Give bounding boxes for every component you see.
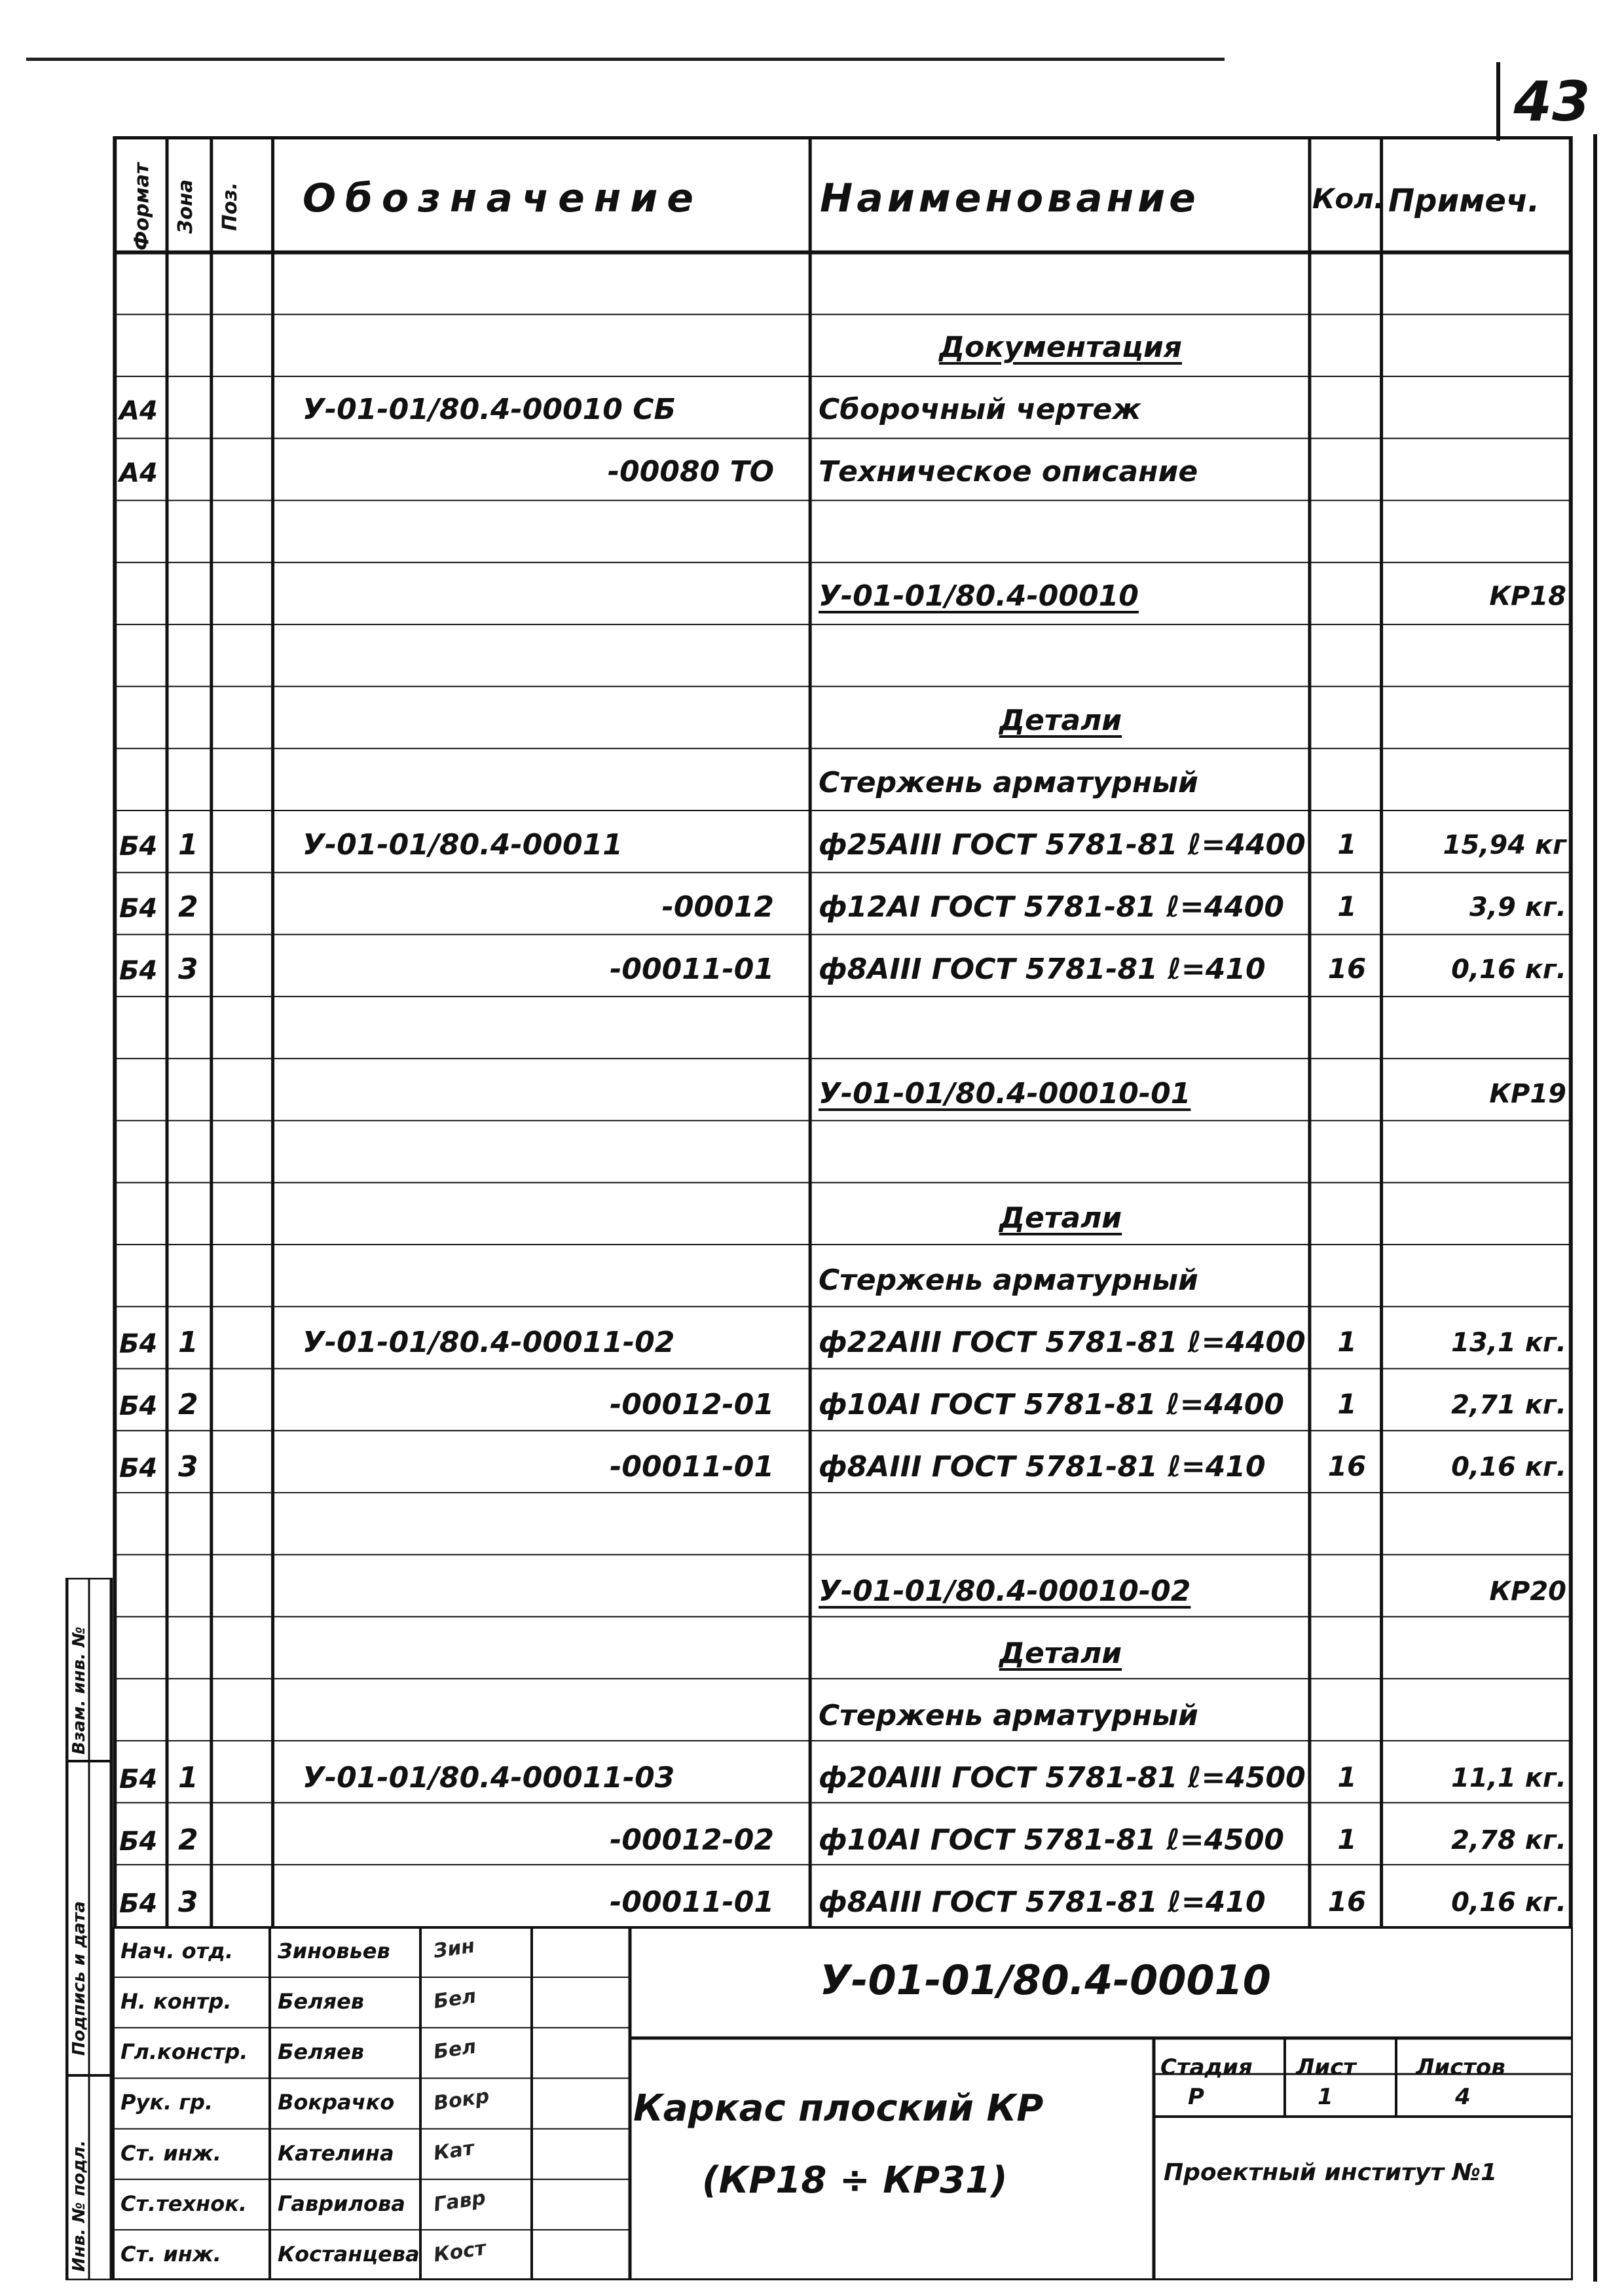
row-note: 15,94 кг	[1443, 830, 1566, 860]
header-name: Наименование	[820, 175, 1200, 221]
staff-name: Беляев	[278, 2039, 365, 2065]
row-position: 2	[178, 890, 198, 924]
row-note: 3,9 кг.	[1469, 892, 1566, 922]
header-note: Примеч.	[1388, 183, 1540, 219]
row-name: ф8АIII ГОСТ 5781-81 ℓ=410	[819, 953, 1266, 986]
row-designation: У-01-01/80.4-00010 СБ	[303, 393, 676, 426]
row-section-heading: Детали	[999, 1201, 1122, 1235]
row-format: Б4	[119, 1827, 158, 1857]
row-designation: -00012-01	[610, 1388, 774, 1421]
margin-replace-inv-label: Взам. инв. №	[69, 1626, 89, 1755]
staff-name: Вокрачко	[278, 2090, 395, 2115]
page-number-frame	[1496, 62, 1500, 141]
row-quantity: 1	[1337, 890, 1357, 922]
row-name: ф10АI ГОСТ 5781-81 ℓ=4500	[819, 1823, 1285, 1857]
staff-signature: Бел	[432, 2035, 478, 2064]
title-line-2: (КР18 ÷ КР31)	[702, 2159, 1008, 2202]
row-format: Б4	[119, 831, 158, 862]
organization-name: Проектный институт №1	[1164, 2159, 1498, 2186]
row-name: Стержень арматурный	[819, 766, 1198, 799]
row-name: Стержень арматурный	[819, 1699, 1198, 1732]
row-note: 2,71 кг.	[1451, 1390, 1566, 1420]
row-note: 2,78 кг.	[1451, 1825, 1566, 1855]
row-format: Б4	[119, 1453, 158, 1484]
row-note: КР18	[1489, 581, 1566, 611]
row-designation: -00012-02	[610, 1823, 774, 1857]
row-designation: У-01-01/80.4-00011-03	[303, 1761, 675, 1795]
title-block	[113, 1927, 1573, 2280]
row-note: 13,1 кг.	[1451, 1328, 1566, 1358]
row-name: ф20АIII ГОСТ 5781-81 ℓ=4500	[819, 1761, 1306, 1795]
header-designation: Обозначение	[303, 175, 703, 221]
staff-signature: Бел	[432, 1984, 478, 2014]
sheet-header: Лист	[1296, 2054, 1356, 2081]
header-qty: Кол.	[1312, 183, 1384, 215]
row-name: ф22АIII ГОСТ 5781-81 ℓ=4400	[819, 1326, 1306, 1359]
row-format: Б4	[119, 1391, 158, 1421]
staff-role: Рук. гр.	[120, 2090, 213, 2115]
row-designation: У-01-01/80.4-00011	[303, 828, 623, 862]
row-format: Б4	[119, 894, 158, 924]
row-position: 3	[178, 953, 198, 986]
staff-signature: Вокр	[432, 2085, 491, 2116]
header-zone: Зона	[174, 179, 197, 234]
title-line-1: Каркас плоский КР	[633, 2087, 1044, 2130]
row-quantity: 1	[1337, 828, 1357, 860]
row-name: Стержень арматурный	[819, 1264, 1198, 1297]
staff-name: Зиновьев	[278, 1939, 390, 1963]
row-note: 0,16 кг.	[1451, 955, 1566, 985]
staff-role: Нач. отд.	[120, 1939, 234, 1963]
row-position: 3	[178, 1450, 198, 1484]
row-name: ф8АIII ГОСТ 5781-81 ℓ=410	[819, 1450, 1266, 1484]
row-name: ф10АI ГОСТ 5781-81 ℓ=4400	[819, 1388, 1285, 1421]
page-number: 43	[1513, 69, 1591, 134]
row-designation: У-01-01/80.4-00011-02	[303, 1326, 675, 1359]
row-note: 0,16 кг.	[1451, 1887, 1566, 1918]
row-quantity: 1	[1337, 1823, 1357, 1855]
row-name: ф12АI ГОСТ 5781-81 ℓ=4400	[819, 890, 1285, 924]
row-format: Б4	[119, 956, 158, 986]
staff-name: Костанцева	[278, 2241, 420, 2267]
row-quantity: 1	[1337, 1326, 1357, 1358]
row-name: Техническое описание	[819, 455, 1198, 488]
row-name: ф8АIII ГОСТ 5781-81 ℓ=410	[819, 1886, 1266, 1919]
row-designation: -00011-01	[610, 1450, 774, 1484]
staff-name: Кателина	[278, 2140, 394, 2166]
row-position: 3	[178, 1886, 198, 1919]
row-format: А4	[119, 396, 158, 426]
staff-signature: Зин	[432, 1934, 477, 1963]
row-quantity: 16	[1327, 1886, 1367, 1918]
staff-role: Гл.констр.	[120, 2039, 248, 2065]
row-format: Б4	[119, 1329, 158, 1359]
top-border-line	[26, 58, 1225, 61]
staff-signature: Гавр	[432, 2186, 487, 2217]
sheets-header: Листов	[1416, 2054, 1505, 2081]
row-section-heading: У-01-01/80.4-00010-01	[819, 1077, 1191, 1110]
row-section-heading: Документация	[938, 331, 1183, 364]
specification-table	[113, 136, 1573, 1932]
row-format: Б4	[119, 1889, 158, 1919]
row-section-heading: Детали	[999, 704, 1122, 737]
stage-header: Стадия	[1160, 2054, 1253, 2081]
row-quantity: 16	[1327, 1450, 1367, 1482]
row-designation: -00080 ТО	[607, 455, 774, 488]
document-number: У-01-01/80.4-00010	[820, 1956, 1271, 2004]
sheets-value: 4	[1455, 2084, 1471, 2110]
header-format: Формат	[130, 162, 154, 251]
staff-role: Ст. инж.	[120, 2241, 221, 2267]
staff-name: Беляев	[278, 1989, 365, 2014]
row-position: 1	[178, 1761, 198, 1795]
row-designation: -00011-01	[610, 953, 774, 986]
row-designation: -00011-01	[610, 1886, 774, 1919]
header-pos: Поз.	[218, 182, 242, 231]
row-name: ф25АIII ГОСТ 5781-81 ℓ=4400	[819, 828, 1306, 862]
margin-sign-date-label: Подпись и дата	[69, 1901, 89, 2056]
row-position: 2	[178, 1388, 198, 1421]
row-designation: -00012	[661, 890, 774, 924]
sheet-value: 1	[1318, 2084, 1333, 2110]
row-section-heading: У-01-01/80.4-00010	[819, 579, 1139, 613]
stage-value: Р	[1188, 2084, 1204, 2110]
staff-signature: Кат	[432, 2136, 476, 2165]
row-note: КР19	[1489, 1079, 1566, 1109]
row-quantity: 1	[1337, 1761, 1357, 1793]
row-note: 11,1 кг.	[1451, 1763, 1566, 1793]
right-frame-line	[1593, 134, 1597, 2282]
staff-role: Н. контр.	[120, 1989, 232, 2014]
row-quantity: 1	[1337, 1388, 1357, 1420]
row-format: Б4	[119, 1764, 158, 1795]
row-section-heading: У-01-01/80.4-00010-02	[819, 1575, 1191, 1608]
row-quantity: 16	[1327, 953, 1367, 985]
row-name: Сборочный чертеж	[819, 393, 1141, 426]
row-position: 1	[178, 1326, 198, 1359]
row-position: 1	[178, 828, 198, 862]
row-note: 0,16 кг.	[1451, 1452, 1566, 1482]
staff-role: Ст.технок.	[120, 2191, 248, 2216]
staff-signature: Кост	[432, 2236, 488, 2267]
row-format: А4	[119, 458, 158, 488]
row-section-heading: Детали	[999, 1637, 1122, 1670]
row-position: 2	[178, 1823, 198, 1857]
staff-name: Гаврилова	[278, 2191, 405, 2216]
margin-inv-orig-label: Инв. № подл.	[69, 2140, 89, 2272]
row-note: КР20	[1489, 1576, 1566, 1607]
staff-role: Ст. инж.	[120, 2140, 221, 2166]
